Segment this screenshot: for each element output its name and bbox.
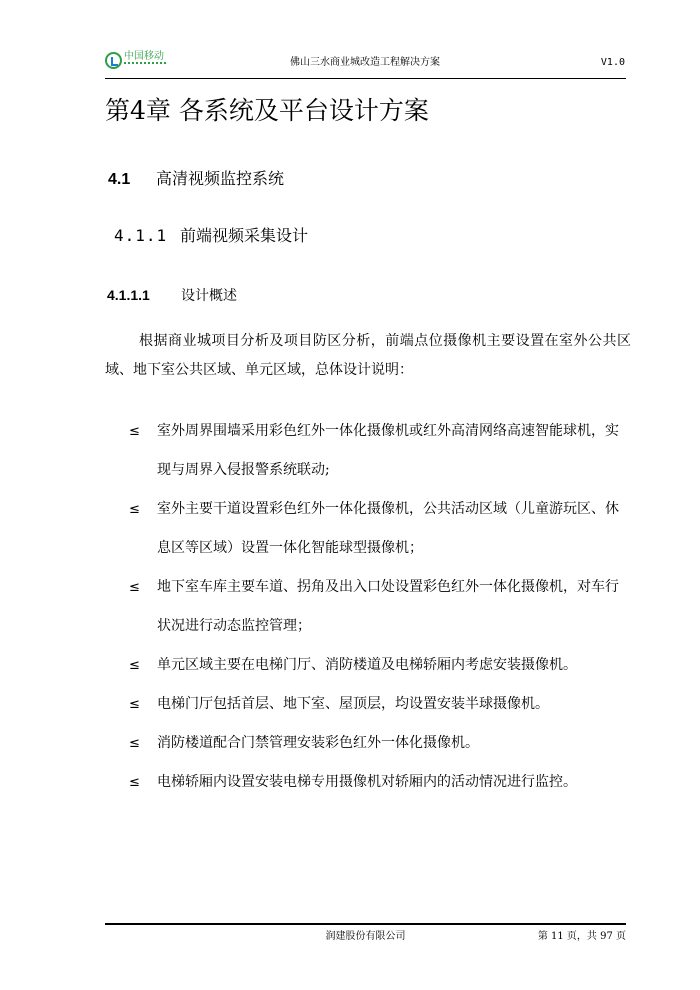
subsection-number: 4.1.1 [114, 226, 168, 245]
list-item [105, 490, 631, 568]
page-number: 第 11 页，共 97 页 [537, 931, 626, 942]
section-heading [108, 168, 284, 191]
document-version: V1.0 [600, 57, 625, 68]
subsection-heading [114, 225, 308, 247]
list-item [105, 646, 631, 685]
intro-paragraph: 根据商业城项目分析及项目防区分析，前端点位摄像机主要设置在室外公共区域、地下室公共区域、单元区域，总体设计说明： [105, 333, 631, 378]
list-item-text: 电梯门厅包括首层、地下室、屋顶层，均设置安装半球摄像机。 [157, 696, 549, 712]
bullet-marker: ≤ [129, 697, 140, 712]
list-item [105, 568, 631, 646]
bullet-marker: ≤ [129, 580, 140, 595]
footer-company: 润建股份有限公司 [325, 931, 406, 942]
document-title: 佛山三水商业城改造工程解决方案 [290, 57, 440, 68]
list-item [105, 685, 631, 724]
subsection-title: 前端视频采集设计 [180, 226, 309, 245]
design-bullet-list [105, 412, 631, 802]
list-item-text: 室外周界围墙采用彩色红外一体化摄像机或红外高清网络高速智能球机，实现与周界入侵报警系统联动; [157, 423, 619, 478]
logo-text: 中国移动 [124, 51, 164, 62]
list-item-text: 消防楼道配合门禁管理安装彩色红外一体化摄像机。 [157, 735, 479, 751]
list-item-text: 单元区域主要在电梯门厅、消防楼道及电梯轿厢内考虑安装摄像机。 [157, 657, 577, 673]
subsubsection-number: 4.1.1.1 [107, 287, 150, 303]
bullet-marker: ≤ [129, 658, 140, 673]
list-item [105, 724, 631, 763]
subsubsection-heading [107, 285, 237, 306]
subsubsection-title: 设计概述 [181, 288, 237, 304]
list-item-text: 地下室车库主要车道、拐角及出入口处设置彩色红外一体化摄像机，对车行状况进行动态监控管理； [157, 579, 619, 634]
list-item [105, 412, 631, 490]
bullet-marker: ≤ [129, 424, 140, 439]
bullet-marker: ≤ [129, 775, 140, 790]
page-header [105, 48, 625, 78]
footer-divider [105, 923, 626, 925]
header-divider [105, 78, 626, 79]
bullet-marker: ≤ [129, 736, 140, 751]
list-item-text: 电梯轿厢内设置安装电梯专用摄像机对轿厢内的活动情况进行监控。 [157, 774, 577, 790]
section-number: 4.1 [108, 171, 131, 188]
bullet-marker: ≤ [129, 502, 140, 517]
chapter-heading: 第4章 各系统及平台设计方案 [105, 96, 429, 125]
list-item [105, 763, 631, 802]
section-title: 高清视频监控系统 [156, 169, 285, 188]
list-item-text: 室外主要干道设置彩色红外一体化摄像机，公共活动区域（儿童游玩区、休息区等区域）设置一体化智能球型摄像机； [157, 501, 619, 556]
